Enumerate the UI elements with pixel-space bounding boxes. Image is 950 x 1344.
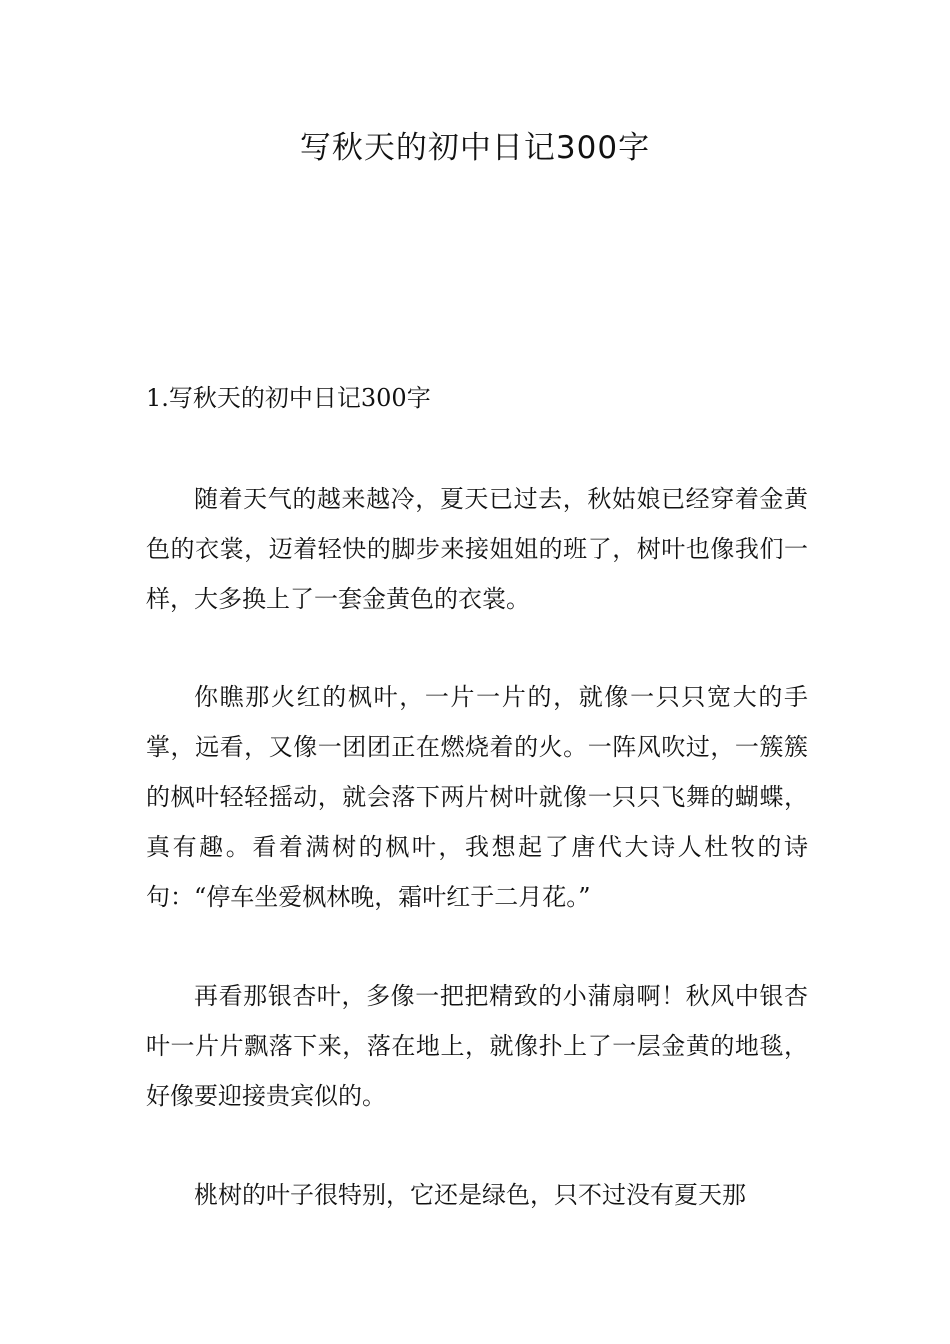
- paragraph-1: 随着天气的越来越冷，夏天已过去，秋姑娘已经穿着金黄色的衣裳，迈着轻快的脚步来接姐姐的班了，树叶也像我们一样，大多换上了一套金黄色的衣裳。: [146, 485, 808, 613]
- paragraph-2: 你瞧那火红的枫叶，一片一片的，就像一只只宽大的手掌，远看，又像一团团正在燃烧着的火。一阵风吹过，一簇簇的枫叶轻轻摇动，就会落下两片树叶就像一只只飞舞的蝴蝶，真有趣。看着满树的枫叶，我想起了唐代大诗人杜牧的诗句：“停车坐爱枫林晚，霜叶红于二月花。”: [146, 683, 808, 911]
- section-heading: 1.写秋天的初中日记300字: [146, 384, 431, 412]
- document-title: 写秋天的初中日记300字: [299, 130, 651, 166]
- paragraph-3: 再看那银杏叶，多像一把把精致的小蒲扇啊！秋风中银杏叶一片片飘落下来，落在地上，就像扑上了一层金黄的地毯，好像要迎接贵宾似的。: [146, 982, 808, 1110]
- paragraph-4: 桃树的叶子很特别，它还是绿色，只不过没有夏天那: [194, 1181, 746, 1209]
